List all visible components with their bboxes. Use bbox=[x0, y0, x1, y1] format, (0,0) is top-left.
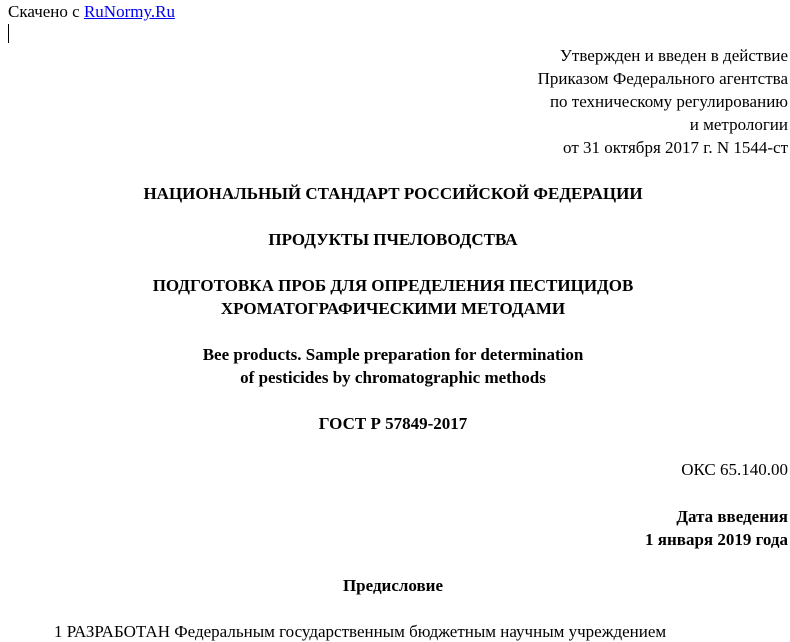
effective-date-value: 1 января 2019 года bbox=[645, 530, 788, 549]
approval-line-5: от 31 октября 2017 г. N 1544-ст bbox=[563, 138, 788, 157]
title-en-line-2: of pesticides by chromatographic methods bbox=[240, 368, 546, 387]
approval-line-4: и метрологии bbox=[689, 115, 788, 134]
download-notice bbox=[8, 2, 175, 22]
title-ru-line-1: ПОДГОТОВКА ПРОБ ДЛЯ ОПРЕДЕЛЕНИЯ ПЕСТИЦИДОВ bbox=[152, 276, 634, 295]
runormy-link[interactable]: RuNormy.Ru bbox=[83, 2, 175, 21]
effective-date-label: Дата введения bbox=[676, 507, 788, 526]
download-notice-prefix: Скачено с bbox=[8, 2, 84, 21]
gost-number: ГОСТ Р 57849-2017 bbox=[318, 414, 468, 433]
foreword-item-1: 1 РАЗРАБОТАН Федеральным государственным бюджетным научным учреждением bbox=[54, 622, 667, 641]
approval-line-2: Приказом Федерального агентства bbox=[537, 69, 788, 88]
standard-type-heading: НАЦИОНАЛЬНЫЙ СТАНДАРТ РОССИЙСКОЙ ФЕДЕРАЦИИ bbox=[143, 184, 643, 203]
title-en-line-1: Bee products. Sample preparation for determination bbox=[202, 345, 584, 364]
subject-heading: ПРОДУКТЫ ПЧЕЛОВОДСТВА bbox=[268, 230, 518, 249]
title-ru-line-2: ХРОМАТОГРАФИЧЕСКИМИ МЕТОДАМИ bbox=[220, 299, 566, 318]
approval-line-1: Утвержден и введен в действие bbox=[559, 46, 788, 65]
oks-code: ОКС 65.140.00 bbox=[681, 460, 788, 479]
approval-line-3: по техническому регулированию bbox=[549, 92, 788, 111]
foreword-heading: Предисловие bbox=[342, 576, 444, 595]
text-cursor bbox=[8, 24, 9, 43]
